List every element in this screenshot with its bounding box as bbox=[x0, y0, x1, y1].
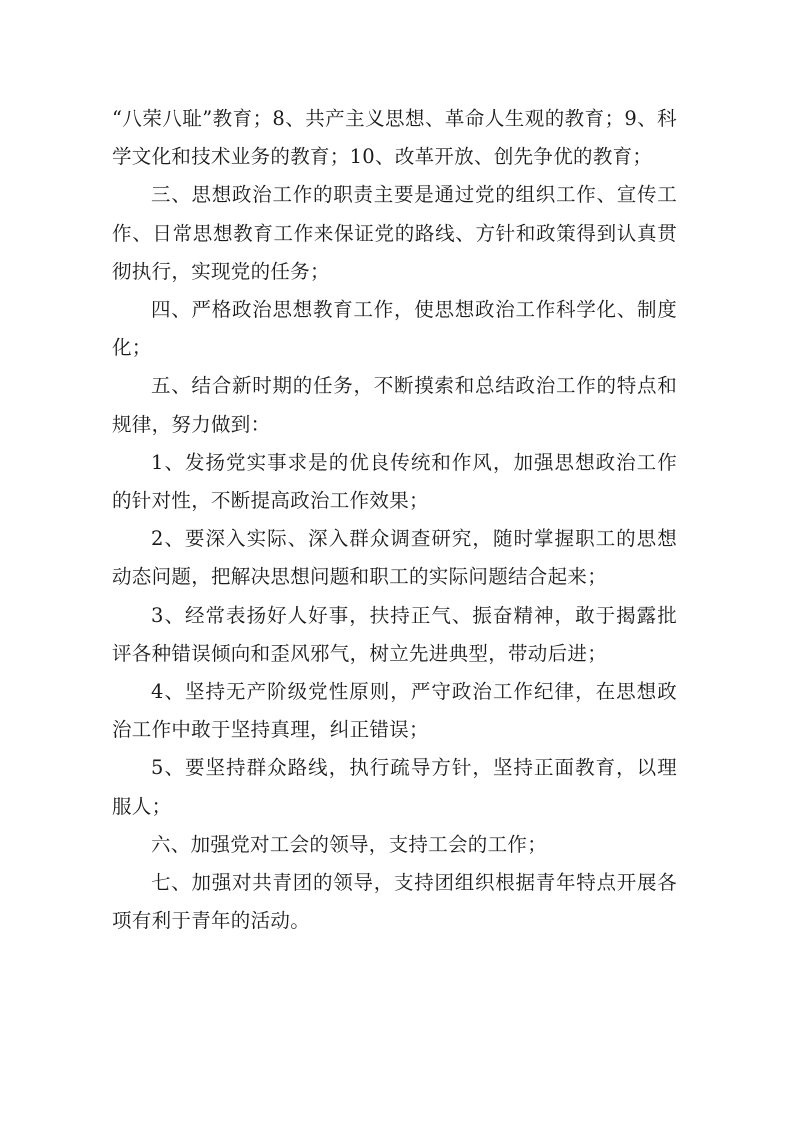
paragraph-item-4: 4、坚持无产阶级党性原则，严守政治工作纪律，在思想政治工作中敢于坚持真理，纠正错误； bbox=[112, 680, 677, 742]
paragraph-item-1: 1、发扬党实事求是的优良传统和作风，加强思想政治工作的针对性，不断提高政治工作效果； bbox=[112, 450, 677, 513]
paragraph-section-six: 六、加强党对工会的领导，支持工会的工作； bbox=[151, 832, 548, 856]
paragraph-section-seven: 七、加强对共青团的领导，支持团组织根据青年特点开展各项有利于青年的活动。 bbox=[112, 871, 677, 933]
paragraph-section-three: 三、思想政治工作的职责主要是通过党的组织工作、宣传工作、日常思想教育工作来保证党的路线、方针和政策得到认真贯彻执行，实现党的任务； bbox=[112, 183, 677, 283]
paragraph-education-items-continued: “八荣八耻”教育；8、共产主义思想、革命人生观的教育；9、科学文化和技术业务的教育；10、改革开放、创先争优的教育； bbox=[112, 107, 677, 169]
paragraph-item-3: 3、经常表扬好人好事，扶持正气、振奋精神，敢于揭露批评各种错误倾向和歪风邪气，树立先进典型，带动后进； bbox=[112, 603, 677, 665]
paragraph-item-5: 5、要坚持群众路线，执行疏导方针，坚持正面教育，以理服人； bbox=[112, 756, 677, 818]
paragraph-section-five: 五、结合新时期的任务，不断摸索和总结政治工作的特点和规律，努力做到： bbox=[112, 374, 677, 436]
paragraph-section-four: 四、严格政治思想教育工作，使思想政治工作科学化、制度化； bbox=[112, 298, 677, 360]
document-page bbox=[112, 100, 677, 940]
paragraph-item-2: 2、要深入实际、深入群众调查研究，随时掌握职工的思想动态问题，把解决思想问题和职工的实际问题结合起来； bbox=[112, 527, 677, 589]
